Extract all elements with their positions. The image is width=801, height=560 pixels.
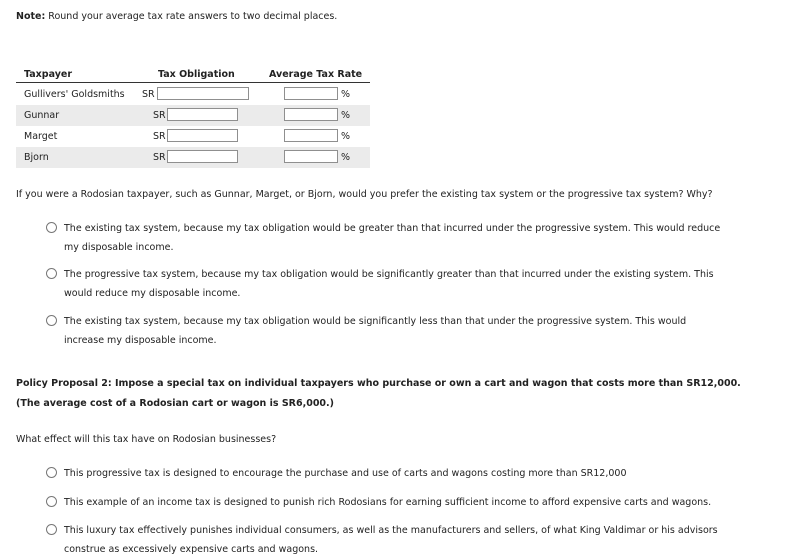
tax-obligation-input[interactable] xyxy=(167,150,238,163)
radio-button[interactable] xyxy=(46,524,57,535)
note xyxy=(16,11,337,22)
question-2-text: What effect will this tax have on Rodosian businesses? xyxy=(16,434,277,445)
option-line-1: The existing tax system, because my tax obligation would be greater than that incurred under the progressive system. This would reduce xyxy=(64,223,721,234)
table-row xyxy=(16,147,370,168)
percent-label: % xyxy=(341,110,351,121)
note-prefix: Note: xyxy=(16,11,46,22)
currency-label: SR xyxy=(142,89,155,100)
percent-label: % xyxy=(341,131,351,142)
option-line-1: This example of an income tax is designed to punish rich Rodosians for earning sufficient income to afford expensive carts and wagons. xyxy=(64,497,712,508)
policy-proposal-2 xyxy=(16,374,786,414)
tax-obligation-input[interactable] xyxy=(167,108,238,121)
radio-button[interactable] xyxy=(46,496,57,507)
question-2-option-2[interactable] xyxy=(46,493,746,512)
taxpayer-name: Gunnar xyxy=(24,110,60,121)
option-line-1: The progressive tax system, because my tax obligation would be significantly greater than that incurred under the existing system. This xyxy=(64,269,714,280)
tax-obligation-input[interactable] xyxy=(167,129,238,142)
radio-button[interactable] xyxy=(46,222,57,233)
currency-label: SR xyxy=(153,110,166,121)
policy-line-1: Policy Proposal 2: Impose a special tax on individual taxpayers who purchase or own a cart and wagon that costs more than SR12,000. xyxy=(16,378,741,389)
currency-label: SR xyxy=(153,152,166,163)
header-taxpayer: Taxpayer xyxy=(24,69,73,80)
radio-button[interactable] xyxy=(46,268,57,279)
option-line-2: my disposable income. xyxy=(64,242,174,253)
average-tax-rate-input[interactable] xyxy=(284,87,338,100)
table-row xyxy=(16,105,370,126)
note-text: Round your average tax rate answers to two decimal places. xyxy=(45,11,338,22)
taxpayer-name: Marget xyxy=(24,131,58,142)
option-line-2: increase my disposable income. xyxy=(64,335,217,346)
tax-obligation-input[interactable] xyxy=(157,87,249,100)
radio-button[interactable] xyxy=(46,467,57,478)
table-row xyxy=(16,84,370,105)
taxpayer-name: Bjorn xyxy=(24,152,49,163)
percent-label: % xyxy=(341,152,351,163)
question-2-option-3[interactable] xyxy=(46,521,746,559)
question-1-option-3[interactable] xyxy=(46,312,746,350)
header-divider xyxy=(16,82,370,83)
radio-button[interactable] xyxy=(46,315,57,326)
option-line-2: construe as excessively expensive carts and wagons. xyxy=(64,544,319,555)
taxpayer-name: Gullivers' Goldsmiths xyxy=(24,89,125,100)
percent-label: % xyxy=(341,89,351,100)
currency-label: SR xyxy=(153,131,166,142)
average-tax-rate-input[interactable] xyxy=(284,108,338,121)
average-tax-rate-input[interactable] xyxy=(284,150,338,163)
question-2-option-1[interactable] xyxy=(46,464,746,483)
question-1-option-1[interactable] xyxy=(46,219,746,257)
average-tax-rate-input[interactable] xyxy=(284,129,338,142)
question-1-text: If you were a Rodosian taxpayer, such as Gunnar, Marget, or Bjorn, would you prefer the existing tax system or the progressive tax system? Why? xyxy=(16,189,713,200)
option-line-2: would reduce my disposable income. xyxy=(64,288,241,299)
policy-line-2: (The average cost of a Rodosian cart or wagon is SR6,000.) xyxy=(16,398,334,409)
header-tax-obligation: Tax Obligation xyxy=(158,69,235,80)
header-average-tax-rate: Average Tax Rate xyxy=(269,69,363,80)
option-line-1: The existing tax system, because my tax obligation would be significantly less than that under the progressive system. This would xyxy=(64,316,687,327)
option-line-1: This luxury tax effectively punishes individual consumers, as well as the manufacturers and sellers, of what King Valdimar or his advisors xyxy=(64,525,718,536)
question-1-option-2[interactable] xyxy=(46,265,746,303)
option-line-1: This progressive tax is designed to encourage the purchase and use of carts and wagons costing more than SR12,000 xyxy=(64,468,627,479)
table-row xyxy=(16,126,370,147)
